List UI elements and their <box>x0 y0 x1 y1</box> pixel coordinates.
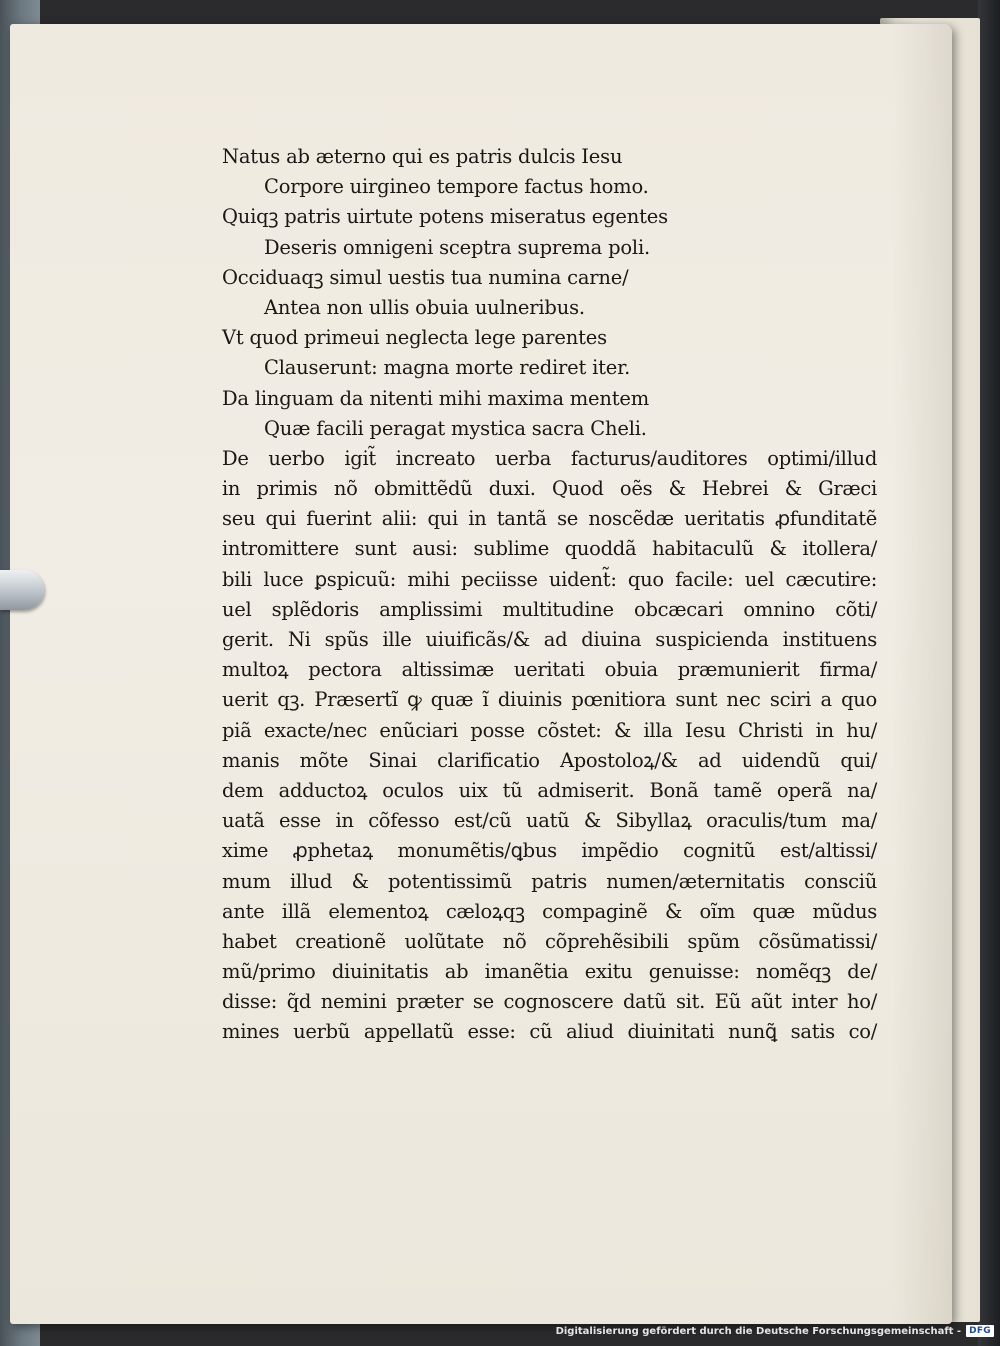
scan-bed-right <box>978 0 1000 1346</box>
verse-line: Quiqꝫ patris uirtute potens miseratus egentes <box>222 205 668 229</box>
verse-line: Da linguam da nitenti mihi maxima mentem <box>222 386 649 410</box>
prose-line: xime ꝓphetaꝝ monumẽtis/ꝗbus impẽdio cognitũ est/altissi/ <box>222 839 877 863</box>
verse-line: Corpore uirgineo tempore factus homo. <box>264 175 649 199</box>
prose-line: in primis nõ obmittẽdũ duxi. Quod oẽs & Hebrei & Græci <box>222 477 877 501</box>
prose-line: manis mõte Sinai clarificatio Apostoloꝝ/& ad uidendũ qui/ <box>222 748 877 772</box>
verse-line: Antea non ullis obuia uulneribus. <box>264 295 585 319</box>
prose-section <box>222 444 877 1048</box>
page-text <box>222 142 877 1048</box>
funding-text: Digitalisierung gefördert durch die Deutsche Forschungsgemeinschaft - <box>555 1325 962 1337</box>
funding-footer <box>556 1322 994 1340</box>
prose-line: disse: q̃d nemini præter se cognoscere datũ sit. Eũ aũt inter ho/ <box>222 990 877 1014</box>
prose-line: piã exacte/nec enũciari posse cõstet: & illa Iesu Christi in hu/ <box>222 718 877 742</box>
prose-line: dem adductoꝝ oculos uix tũ admiserit. Bonã tamẽ operã na/ <box>222 778 877 802</box>
prose-line: mũ/primo diuinitatis ab imanẽtia exitu genuisse: nomẽqꝫ de/ <box>222 960 877 984</box>
prose-line: uerit qꝫ. Præsertĩ ꝙ quæ ĩ diuinis pœnitiora sunt nec sciri a quo <box>222 688 877 712</box>
book-page <box>10 24 952 1324</box>
verse-line: Occiduaqꝫ simul uestis tua numina carne/ <box>222 265 629 289</box>
prose-line: gerit. Ni spũs ille uiuificãs/& ad diuina suspicienda instituens <box>222 628 877 651</box>
prose-line: De uerbo igit̃ increato uerba facturus/auditores optimi/illud <box>222 446 877 470</box>
verse-line: Quæ facili peragat mystica sacra Cheli. <box>264 416 647 440</box>
prose-line: multoꝝ pectora altissimæ ueritati obuia præmunierit firma/ <box>222 658 877 682</box>
verse-section <box>222 142 877 444</box>
page-clip <box>0 570 44 610</box>
prose-line: mines uerbũ appellatũ esse: cũ aliud diuinitati nunꝗ̃ satis co/ <box>222 1020 877 1044</box>
prose-line: habet creationẽ uolũtate nõ cõprehẽsibili spũm cõsũmatissi/ <box>222 929 877 953</box>
prose-line: bili luce ꝑspicuũ: mihi peciisse uident̃: quo facile: uel cæcutire: <box>222 567 877 591</box>
prose-line: uel splẽdoris amplissimi multitudine obcæcari omnino cõti/ <box>222 597 877 621</box>
prose-line: uatã esse in cõfesso est/cũ uatũ & Sibyllaꝝ oraculis/tum ma/ <box>222 809 877 833</box>
verse-line: Deseris omnigeni sceptra suprema poli. <box>264 235 650 259</box>
dfg-logo-icon: DFG <box>966 1325 994 1337</box>
verse-line: Natus ab æterno qui es patris dulcis Iesu <box>222 145 623 168</box>
prose-line: ante illã elementoꝝ cæloꝝqꝫ compaginẽ & oĩm quæ mũdus <box>222 899 877 923</box>
verse-line: Clauserunt: magna morte rediret iter. <box>264 356 631 380</box>
prose-line: intromittere sunt ausi: sublime quoddã habitaculũ & itollera/ <box>222 537 877 561</box>
prose-line: seu qui fuerint alii: qui in tantã se noscẽdæ ueritatis ꝓfunditatẽ <box>222 507 877 531</box>
prose-line: mum illud & potentissimũ patris numen/æternitatis consciũ <box>222 869 877 893</box>
verse-line: Vt quod primeui neglecta lege parentes <box>222 326 607 350</box>
